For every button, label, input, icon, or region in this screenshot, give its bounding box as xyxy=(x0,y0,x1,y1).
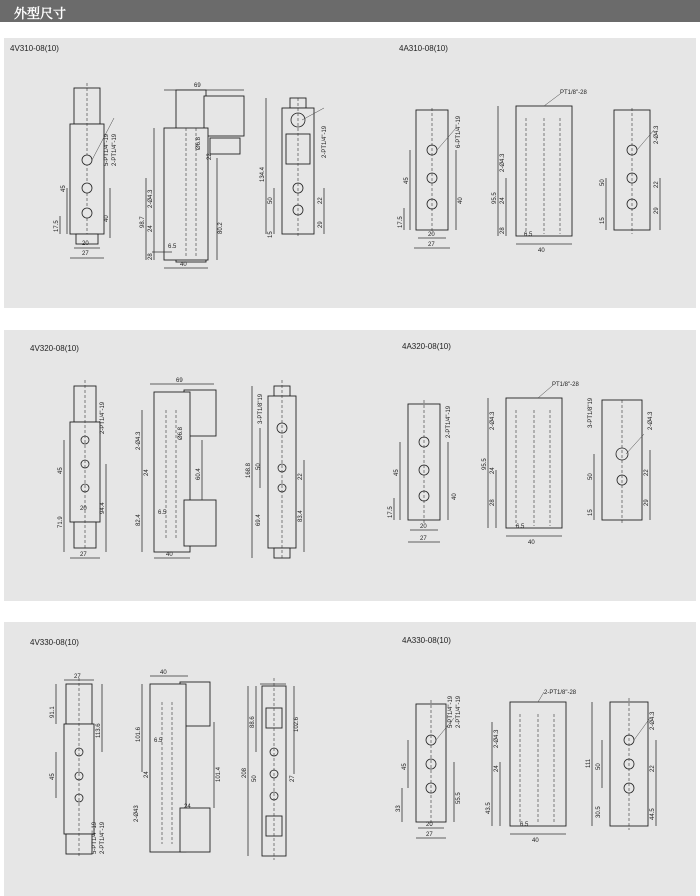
dim-label: 2-PT1/8"-28 xyxy=(544,690,577,696)
dim-label: 40 xyxy=(532,838,539,844)
drawing-4a330-side xyxy=(492,692,566,834)
dim-label: 28 xyxy=(490,499,496,506)
dim-label: 111 xyxy=(586,758,592,768)
dim-label: 29 xyxy=(644,499,650,506)
dim-label: 22 xyxy=(654,181,660,188)
dim-label: 17.5 xyxy=(388,506,394,518)
dim-label: 50 xyxy=(268,197,274,204)
dim-label: 5-PT1/4"-19 xyxy=(104,133,110,166)
dim-label: 6-PT1/4"-19 xyxy=(456,115,462,148)
dim-label: 17.5 xyxy=(54,220,60,232)
dim-label: 6.5 xyxy=(524,232,533,238)
dim-label: 2-Ø4.3 xyxy=(654,125,660,144)
dim-label: 208 xyxy=(242,767,248,778)
dim-label: 50 xyxy=(252,775,258,782)
dim-label: 45 xyxy=(50,773,56,780)
dim-label: 50 xyxy=(256,463,262,470)
dim-label: 168.8 xyxy=(246,462,252,478)
dim-label: Ø6.8 xyxy=(178,426,184,440)
dim-label: 6.5 xyxy=(154,738,163,744)
dim-label: 5-PT1/4"-19 xyxy=(448,695,454,728)
panel-title-right: 4A310-08(10) xyxy=(399,44,448,53)
dim-label: Ø6.8 xyxy=(196,136,202,150)
drawing-4a320-back xyxy=(594,400,650,524)
dim-label: 2-PT1/4"-19 xyxy=(322,125,328,158)
dim-label: 22 xyxy=(318,197,324,204)
dim-label: 6.5 xyxy=(168,244,177,250)
dim-label: 50 xyxy=(596,763,602,770)
dim-label: 24 xyxy=(490,467,496,474)
panel-4v310 xyxy=(4,38,696,308)
drawing-4a310-back xyxy=(606,108,660,234)
section-header xyxy=(0,0,700,22)
dim-label: 29 xyxy=(318,221,324,228)
dim-label: 29 xyxy=(654,207,660,214)
dim-label: 3-PT1/8"19 xyxy=(258,393,264,424)
dim-label: 28 xyxy=(500,227,506,234)
panel-title-left: 4V310-08(10) xyxy=(10,44,59,53)
dim-label: 2-PT1/4"-19 xyxy=(446,405,452,438)
dim-label: 2-Ø4.3 xyxy=(490,411,496,430)
dim-label: 101.6 xyxy=(136,726,142,742)
dim-label: 2-PT1/4"-19 xyxy=(456,695,462,728)
panel-title-right: 4A320-08(10) xyxy=(402,342,451,351)
drawing-4v320-side xyxy=(142,384,216,558)
dim-label: 45 xyxy=(394,469,400,476)
dim-label: 60.4 xyxy=(196,468,202,480)
dim-label: 20 xyxy=(428,232,435,238)
dim-label: 22 xyxy=(644,469,650,476)
dim-label: 69 xyxy=(176,378,183,384)
dim-label: 6.5 xyxy=(158,510,167,516)
dim-label: 94.4 xyxy=(100,502,106,514)
dim-label: 134.4 xyxy=(260,166,266,182)
dim-label: 27 xyxy=(74,674,81,680)
dim-label: 22 xyxy=(298,473,304,480)
dim-label: 40 xyxy=(452,493,458,500)
dim-label: 2-Ø4.3 xyxy=(148,189,154,208)
dim-label: 5-PT1/4"-19 xyxy=(92,821,98,854)
dim-label: 50 xyxy=(600,179,606,186)
drawing-4v310-back xyxy=(266,98,324,238)
dim-label: 24 xyxy=(494,765,500,772)
dim-label: 40 xyxy=(180,262,187,268)
dim-label: 98.7 xyxy=(140,216,146,228)
dim-label: 40 xyxy=(104,215,110,222)
dim-label: 2-Ø4.3 xyxy=(136,431,142,450)
dim-label: 69 xyxy=(194,83,201,89)
dim-label: 27 xyxy=(290,775,296,782)
panel-title-left: 4V320-08(10) xyxy=(30,344,79,353)
dim-label: 44.5 xyxy=(650,808,656,820)
dimension-drawings xyxy=(4,622,696,896)
dim-label: 27 xyxy=(428,242,435,248)
dimension-drawings xyxy=(4,330,696,601)
dim-label: 55.5 xyxy=(456,792,462,804)
panel-4v320 xyxy=(4,330,696,601)
dim-label: 15 xyxy=(600,217,606,224)
drawing-4a310-front xyxy=(404,108,456,248)
drawing-4a320-front xyxy=(394,400,448,542)
dim-label: 20 xyxy=(80,506,87,512)
dim-label: 20 xyxy=(82,241,89,247)
dim-label: 6.5 xyxy=(516,524,525,530)
dim-label: 80.2 xyxy=(218,222,224,234)
dim-label: 22 xyxy=(650,765,656,772)
dim-label: 45 xyxy=(404,177,410,184)
panel-title-left: 4V330-08(10) xyxy=(30,638,79,647)
dim-label: 40 xyxy=(458,197,464,204)
dim-label: 24 xyxy=(184,804,191,810)
dim-label: 33 xyxy=(396,805,402,812)
dim-label: 45 xyxy=(58,467,64,474)
dim-label: 15 xyxy=(588,509,594,516)
dim-label: PT1/8"-28 xyxy=(552,382,579,388)
dim-label: 88.6 xyxy=(250,716,256,728)
dim-label: 83.4 xyxy=(298,510,304,522)
dim-label: 2-PT1/4"-19 xyxy=(100,821,106,854)
drawing-4a310-side xyxy=(498,94,572,244)
dim-label: 113.6 xyxy=(96,723,102,738)
dim-label: 6.5 xyxy=(520,822,529,828)
dim-label: 20 xyxy=(426,822,433,828)
drawing-4v310-front xyxy=(60,83,114,258)
dim-label: 27 xyxy=(426,832,433,838)
drawing-4v330-back xyxy=(248,678,294,860)
dim-label: 40 xyxy=(160,670,167,676)
dim-label: 95.5 xyxy=(482,458,488,470)
drawing-4a320-side xyxy=(488,386,562,536)
dimension-drawings xyxy=(4,38,696,308)
dim-label: 24 xyxy=(500,197,506,204)
panel-title-right: 4A330-08(10) xyxy=(402,636,451,645)
dim-label: 2-Ø4.3 xyxy=(494,729,500,748)
dim-label: 71.9 xyxy=(58,516,64,528)
dim-label: 3-PT1/8"19 xyxy=(588,397,594,428)
dim-label: 2-PT1/4"-19 xyxy=(112,133,118,166)
dim-label: 24 xyxy=(144,771,150,778)
dim-label: 28 xyxy=(148,253,154,260)
dim-label: 2-Ø43 xyxy=(134,805,140,822)
dim-label: 27 xyxy=(82,251,89,257)
dim-label: 95.5 xyxy=(492,192,498,204)
dim-label: 2-Ø4.3 xyxy=(500,153,506,172)
dim-label: 30.5 xyxy=(596,806,602,818)
dim-label: 27 xyxy=(420,536,427,542)
dim-label: 40 xyxy=(528,540,535,546)
dim-label: 45 xyxy=(61,185,67,192)
dim-label: 45 xyxy=(402,763,408,770)
dim-label: 24 xyxy=(148,225,154,232)
dim-label: 2-Ø4.3 xyxy=(648,411,654,430)
dim-label: 20 xyxy=(420,524,427,530)
dim-label: 43.5 xyxy=(486,802,492,814)
dim-label: 24 xyxy=(144,469,150,476)
dim-label: 2-PT1/4"-19 xyxy=(100,401,106,434)
drawing-4v310-side xyxy=(146,90,244,268)
dim-label: 40 xyxy=(166,552,173,558)
dim-label: 22 xyxy=(207,153,213,160)
dim-label: 17.5 xyxy=(398,216,404,228)
drawing-4v330-side xyxy=(142,676,214,852)
drawing-4a330-front xyxy=(402,700,454,838)
panel-4v330 xyxy=(4,622,696,896)
dim-label: 69.4 xyxy=(256,514,262,526)
dim-label: 102.6 xyxy=(294,716,300,732)
dim-label: 27 xyxy=(80,552,87,558)
dim-label: 50 xyxy=(588,473,594,480)
dim-label: 2-Ø4.3 xyxy=(650,711,656,730)
dim-label: 15 xyxy=(268,231,274,238)
dim-label: 82.4 xyxy=(136,514,142,526)
dim-label: 91.1 xyxy=(50,706,56,718)
dim-label: 40 xyxy=(538,248,545,254)
dim-label: PT1/8"-28 xyxy=(560,90,587,96)
section-title: 外型尺寸 xyxy=(14,7,67,22)
dim-label: 101.4 xyxy=(216,766,222,782)
